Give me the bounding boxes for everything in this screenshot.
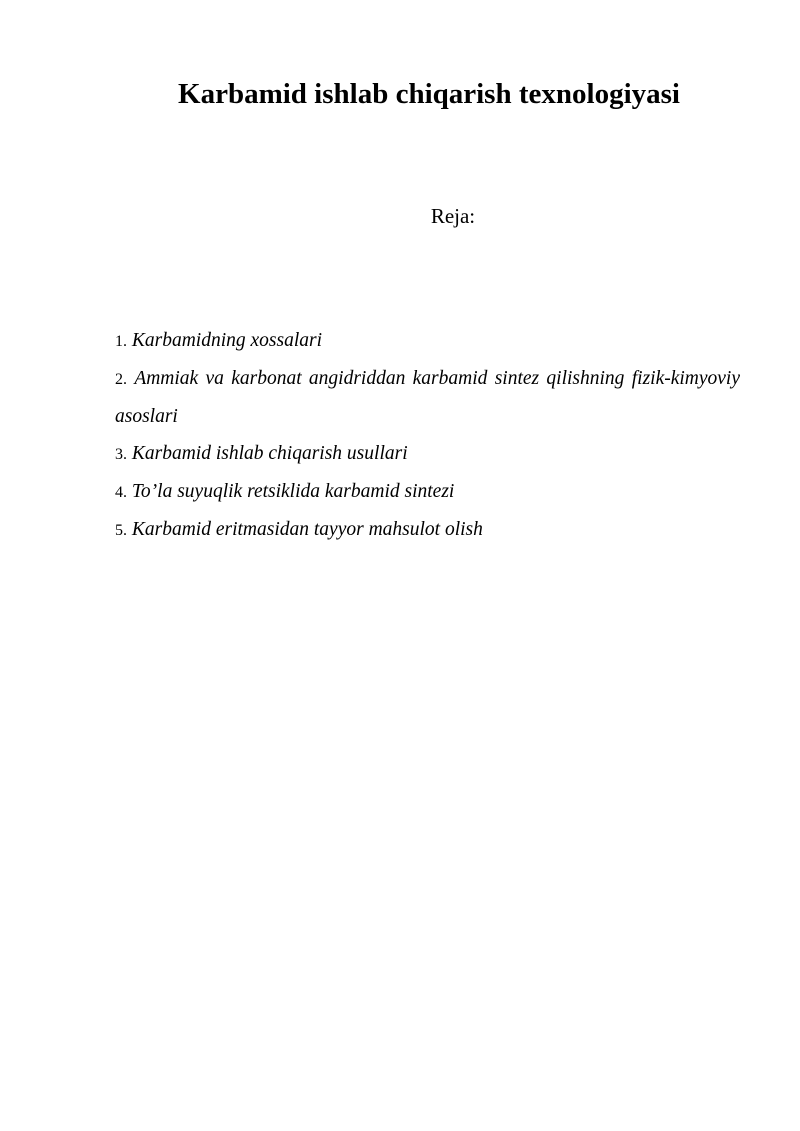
list-item	[115, 511, 740, 549]
plan-heading: Reja:	[430, 204, 476, 228]
document-title: Karbamid ishlab chiqarish texnologiyasi	[178, 78, 680, 110]
list-item	[115, 322, 740, 360]
list-item	[115, 473, 740, 511]
list-item-text: Ammiak va karbonat angidriddan karbamid sintez qilishning fizik-kimyoviy asoslari	[115, 368, 741, 427]
list-item	[115, 435, 740, 473]
list-item-text: Karbamid eritmasidan tayyor mahsulot olish	[131, 519, 483, 540]
list-item-text: Karbamid ishlab chiqarish usullari	[131, 443, 408, 464]
plan-list	[115, 322, 740, 549]
list-item-text: Karbamidning xossalari	[131, 330, 323, 351]
list-item-number: 3.	[115, 446, 127, 463]
list-item-text: To’la suyuqlik retsiklida karbamid sintezi	[131, 481, 455, 502]
list-item-number: 2.	[115, 371, 127, 388]
list-item-number: 4.	[115, 484, 127, 501]
list-item	[115, 360, 740, 435]
list-item-number: 5.	[115, 522, 127, 539]
list-item-number: 1.	[115, 333, 127, 350]
